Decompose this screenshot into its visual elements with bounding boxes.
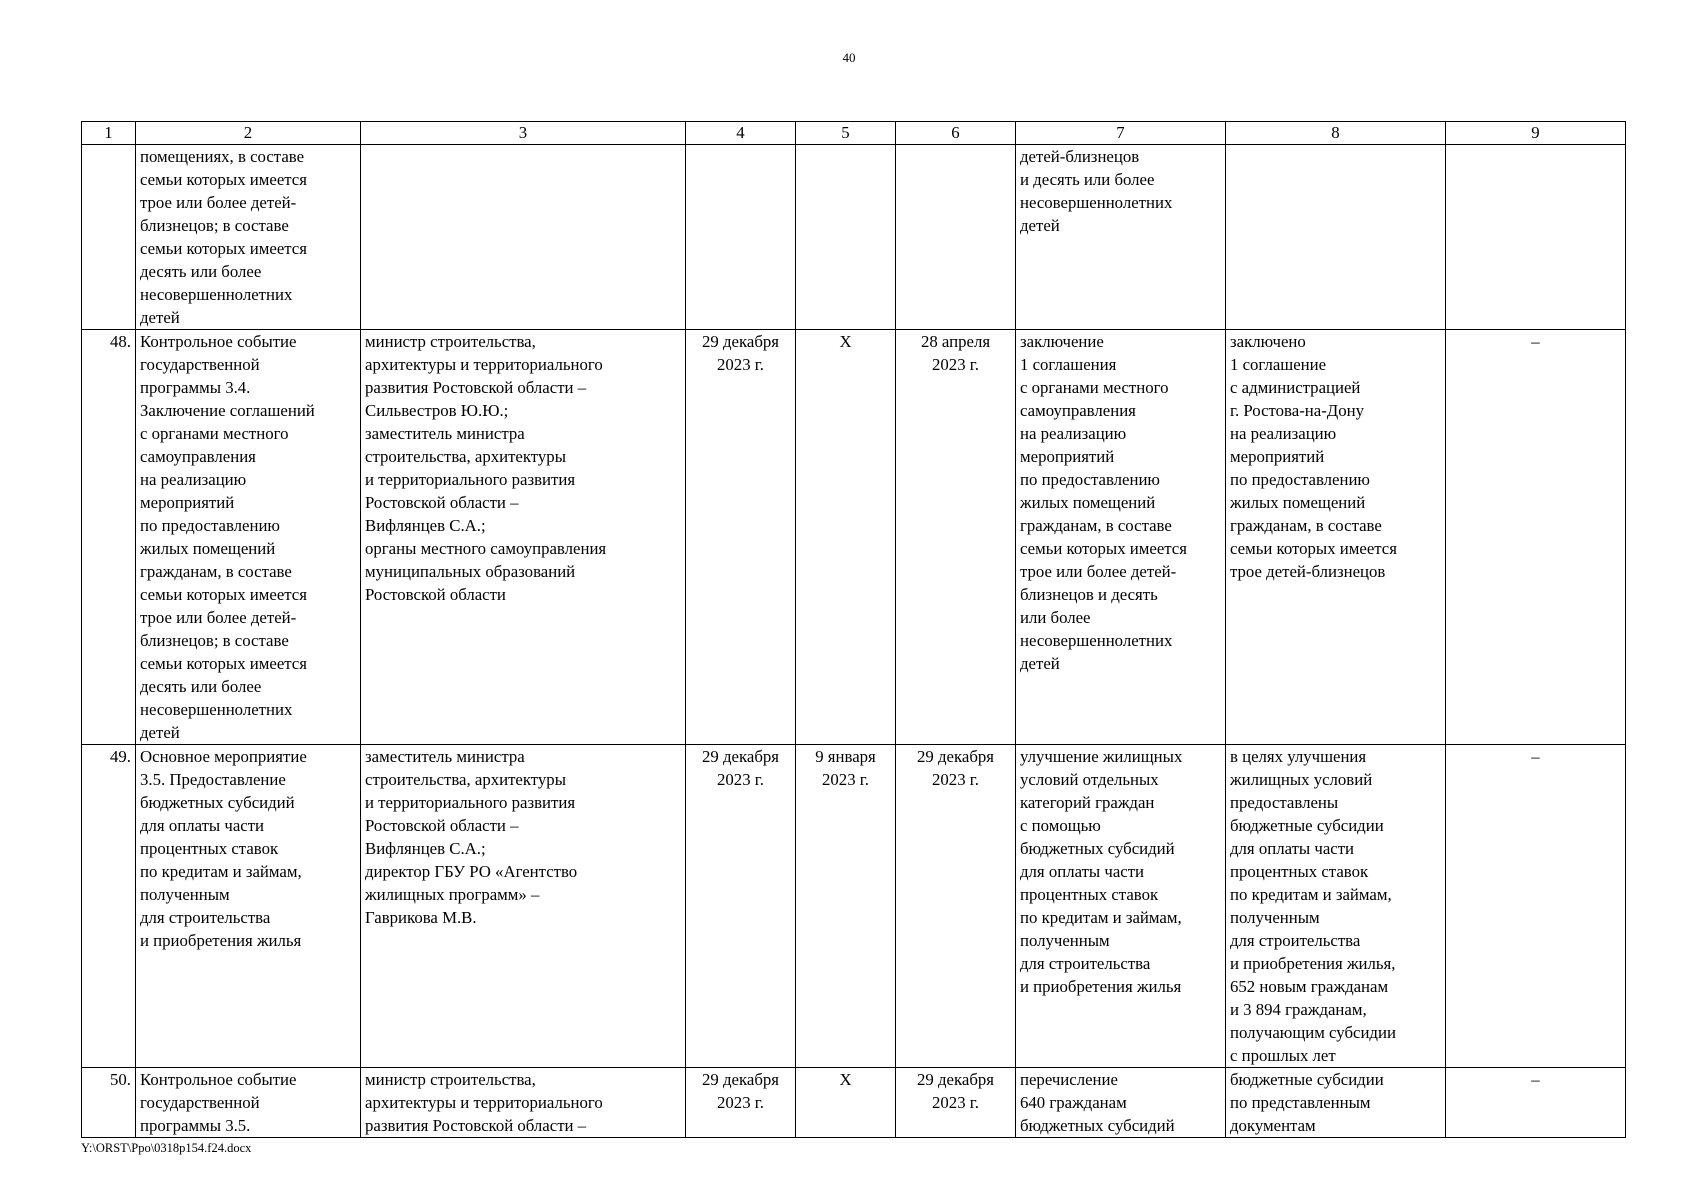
cell-planned-date: 29 декабря 2023 г. (686, 330, 796, 745)
cell-responsible (361, 145, 686, 330)
cell-event-name: Контрольное событие государственной программы 3.4. Заключение соглашений с органами местного самоуправления на реализацию мероприятий по предоставлению жилых помещений гражданам, в составе семьи которых имеется трое или более детей- близнецов; в составе семьи которых имеется десять или более несовершеннолетних детей (136, 330, 361, 745)
cell-responsible: министр строительства, архитектуры и территориального развития Ростовской области – (361, 1068, 686, 1138)
cell-expected-result: детей-близнецов и десять или более несовершеннолетних детей (1016, 145, 1226, 330)
cell-start-date: Х (796, 1068, 896, 1138)
report-table (81, 121, 1626, 1138)
cell-event-name: помещениях, в составе семьи которых имеется трое или более детей- близнецов; в составе семьи которых имеется десять или более несовершеннолетних детей (136, 145, 361, 330)
cell-number (82, 145, 136, 330)
column-header-4: 4 (686, 122, 796, 145)
cell-expected-result: перечисление 640 гражданам бюджетных субсидий (1016, 1068, 1226, 1138)
cell-number: 48. (82, 330, 136, 745)
cell-actual-date: 29 декабря 2023 г. (896, 1068, 1016, 1138)
cell-number: 50. (82, 1068, 136, 1138)
cell-responsible: министр строительства, архитектуры и территориального развития Ростовской области – Сильвестров Ю.Ю.; заместитель министра строительства, архитектуры и территориального развития Ростовской области – Вифлянцев С.А.; органы местного самоуправления муниципальных образований Ростовской области (361, 330, 686, 745)
cell-actual-result: в целях улучшения жилищных условий предоставлены бюджетные субсидии для оплаты части процентных ставок по кредитам и займам, полученным для строительства и приобретения жилья, 652 новым гражданам и 3 894 гражданам, получающим субсидии с прошлых лет (1226, 745, 1446, 1068)
column-header-6: 6 (896, 122, 1016, 145)
cell-reason: – (1446, 330, 1626, 745)
cell-actual-result: заключено 1 соглашение с администрацией г. Ростова-на-Дону на реализацию мероприятий по предоставлению жилых помещений гражданам, в составе семьи которых имеется трое детей-близнецов (1226, 330, 1446, 745)
table-header-row (82, 122, 1626, 145)
column-header-5: 5 (796, 122, 896, 145)
column-header-8: 8 (1226, 122, 1446, 145)
cell-actual-date: 29 декабря 2023 г. (896, 745, 1016, 1068)
cell-event-name: Основное мероприятие 3.5. Предоставление бюджетных субсидий для оплаты части процентных ставок по кредитам и займам, полученным для строительства и приобретения жилья (136, 745, 361, 1068)
cell-event-name: Контрольное событие государственной программы 3.5. (136, 1068, 361, 1138)
cell-planned-date (686, 145, 796, 330)
cell-responsible: заместитель министра строительства, архитектуры и территориального развития Ростовской области – Вифлянцев С.А.; директор ГБУ РО «Агентство жилищных программ» – Гаврикова М.В. (361, 745, 686, 1068)
cell-expected-result: заключение 1 соглашения с органами местного самоуправления на реализацию мероприятий по предоставлению жилых помещений гражданам, в составе семьи которых имеется трое или более детей- близнецов и десять или более несовершеннолетних детей (1016, 330, 1226, 745)
cell-reason (1446, 145, 1626, 330)
cell-reason: – (1446, 1068, 1626, 1138)
cell-reason: – (1446, 745, 1626, 1068)
cell-actual-date (896, 145, 1016, 330)
cell-planned-date: 29 декабря 2023 г. (686, 745, 796, 1068)
column-header-9: 9 (1446, 122, 1626, 145)
cell-number: 49. (82, 745, 136, 1068)
cell-actual-result (1226, 145, 1446, 330)
table-row-50 (82, 1068, 1626, 1138)
column-header-2: 2 (136, 122, 361, 145)
cell-start-date: Х (796, 330, 896, 745)
table-row-continuation (82, 145, 1626, 330)
cell-actual-date: 28 апреля 2023 г. (896, 330, 1016, 745)
column-header-3: 3 (361, 122, 686, 145)
cell-planned-date: 29 декабря 2023 г. (686, 1068, 796, 1138)
cell-actual-result: бюджетные субсидии по представленным документам (1226, 1068, 1446, 1138)
column-header-1: 1 (82, 122, 136, 145)
table-row-48 (82, 330, 1626, 745)
cell-start-date: 9 января 2023 г. (796, 745, 896, 1068)
cell-start-date (796, 145, 896, 330)
table-row-49 (82, 745, 1626, 1068)
cell-expected-result: улучшение жилищных условий отдельных категорий граждан с помощью бюджетных субсидий для оплаты части процентных ставок по кредитам и займам, полученным для строительства и приобретения жилья (1016, 745, 1226, 1068)
file-path-footer: Y:\ORST\Ppo\0318p154.f24.docx (81, 1141, 252, 1155)
column-header-7: 7 (1016, 122, 1226, 145)
page-number: 40 (842, 50, 856, 65)
